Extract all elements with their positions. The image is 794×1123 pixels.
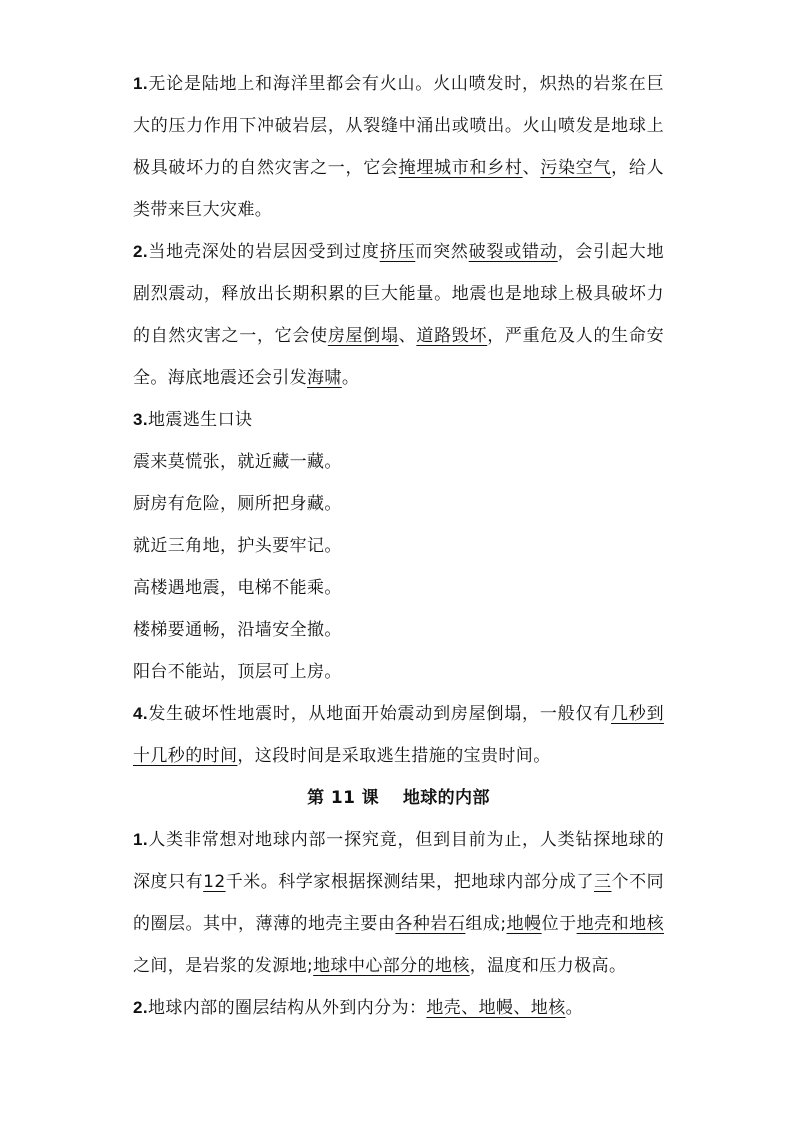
- rhyme-line: 厨房有危险，厕所把身藏。: [133, 494, 342, 514]
- item-number: 1.: [133, 830, 148, 849]
- underlined-answer: 地壳和地核: [576, 914, 665, 934]
- text: 组成;: [465, 914, 507, 934]
- text: 人类非常想对地球内部一探究竟，但到目前为止，人类钻探地球的深度只有: [133, 830, 664, 892]
- paragraph-layers: [133, 987, 664, 1029]
- item-number: 3.: [133, 410, 148, 429]
- text: 、: [522, 158, 541, 178]
- underlined-answer: 海啸: [307, 368, 342, 388]
- lesson-label: 第 11 课: [307, 788, 380, 808]
- text: 之间，是岩浆的发源地;: [133, 956, 314, 976]
- item-number: 4.: [133, 704, 148, 723]
- text: ，严重危及人的生命安全。海底地震还会引发: [133, 326, 665, 388]
- text: 、: [398, 326, 417, 346]
- lesson-title: 地球的内部: [402, 788, 490, 808]
- underlined-answer: 地球中心部分的地核: [313, 956, 470, 976]
- paragraph-escape-time: [133, 693, 664, 777]
- text: 。: [341, 368, 360, 388]
- item-number: 2.: [133, 998, 148, 1017]
- underlined-answer: 三: [593, 872, 612, 892]
- underlined-answer: 几秒到十几秒的时间: [133, 704, 665, 766]
- underlined-answer: 掩埋城市和乡村: [398, 158, 523, 178]
- text: 千米。科学家根据探测结果，把地球内部分成了: [225, 872, 594, 892]
- rhyme-line: 就近三角地，护头要牢记。: [133, 536, 342, 556]
- text: ，会引起大地剧烈震动，释放出长期积累的巨大能量。地震也是地球上极具破坏力的自然灾害之一，它会使: [133, 242, 665, 346]
- text: 无论是陆地上和海洋里都会有火山。火山喷发时，炽热的岩浆在巨大的压力作用下冲破岩层，从裂缝中涌出或喷出。火山喷发是地球上极具破坏力的自然灾害之一，它会: [133, 74, 664, 178]
- rhyme-line: 高楼遇地震，电梯不能乘。: [133, 578, 342, 598]
- text: 地震逃生口诀: [147, 410, 253, 430]
- underlined-answer: 污染空气: [540, 158, 612, 178]
- lesson-heading: [133, 777, 664, 819]
- text: 地球内部的圈层结构从外到内分为：: [147, 998, 427, 1018]
- text: ，温度和压力极高。: [469, 956, 627, 976]
- text: 位于: [541, 914, 577, 934]
- rhyme-line: 楼梯要通畅，沿墙安全撤。: [133, 620, 342, 640]
- underlined-answer: 道路毁坏: [416, 326, 488, 346]
- rhyme-title: [133, 399, 664, 441]
- text: ，这段时间是采取逃生措施的宝贵时间。: [237, 746, 551, 766]
- underlined-answer: 房屋倒塌: [327, 326, 399, 346]
- rhyme-line: 阳台不能站，顶层可上房。: [133, 662, 342, 682]
- text: 。: [565, 998, 583, 1018]
- underlined-answer: 地幔: [506, 914, 542, 934]
- rhyme-line: 震来莫慌张，就近藏一藏。: [133, 452, 342, 472]
- paragraph-earth-interior: [133, 819, 664, 987]
- text: 发生破坏性地震时，从地面开始震动到房屋倒塌，一般仅有: [147, 704, 612, 724]
- paragraph-volcano: [133, 63, 664, 231]
- text: 个不同的圈层。其中，薄薄的地壳主要由: [133, 872, 665, 934]
- underlined-answer: 12: [203, 872, 226, 892]
- paragraph-earthquake: [133, 231, 664, 399]
- text: 当地壳深处的岩层因受到过度: [147, 242, 380, 262]
- text: ，给人类带来巨大灾难。: [133, 158, 664, 220]
- item-number: 1.: [133, 74, 148, 93]
- underlined-answer: 地壳、地幔、地核: [426, 998, 566, 1018]
- text: 而突然: [415, 242, 469, 262]
- underlined-answer: 挤压: [379, 242, 416, 262]
- item-number: 2.: [133, 242, 148, 261]
- underlined-answer: 各种岩石: [395, 914, 466, 934]
- underlined-answer: 破裂或错动: [468, 242, 558, 262]
